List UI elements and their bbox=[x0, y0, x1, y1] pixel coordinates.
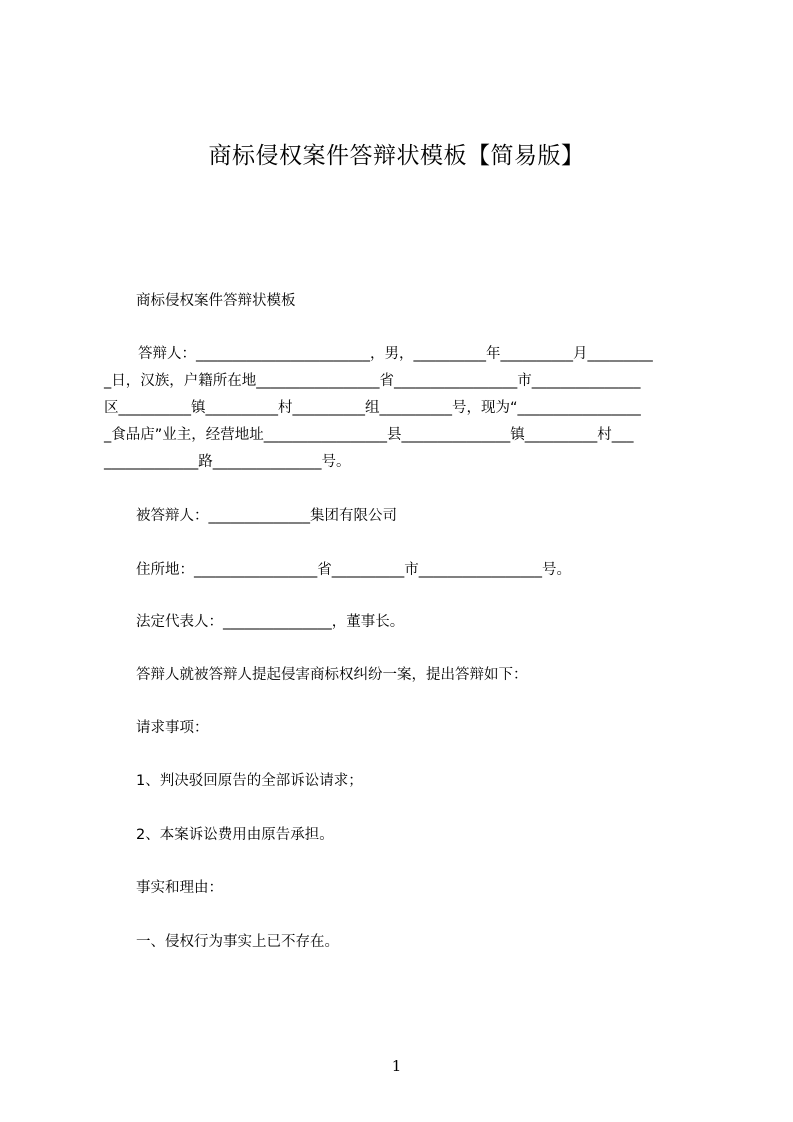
respondent-paragraph bbox=[104, 345, 704, 480]
document-subtitle: 商标侵权案件答辩状模板 bbox=[136, 293, 296, 309]
domicile-line: 住所地：_________________省__________市_________________号。 bbox=[136, 562, 571, 578]
claims-heading: 请求事项： bbox=[136, 720, 209, 736]
respondent-line-1: 答辩人：________________________，男，__________年__________月_________ bbox=[138, 346, 653, 362]
document-title: 商标侵权案件答辩状模板【简易版】 bbox=[208, 143, 585, 169]
respondent-line-5: _____________路_______________号。 bbox=[104, 454, 351, 470]
point-1-heading: 一、侵权行为事实上已不存在。 bbox=[136, 934, 339, 950]
respondent-line-3: 区__________镇__________村__________组__________号，现为“_________________ bbox=[104, 400, 641, 416]
respondent-line-2: _日，汉族，户籍所在地_________________省_________________市_______________ bbox=[104, 373, 641, 389]
facts-heading: 事实和理由： bbox=[136, 880, 223, 896]
intro-paragraph: 答辩人就被答辩人提起侵害商标权纠纷一案，提出答辩如下： bbox=[136, 667, 528, 683]
respondent-line-4: _食品店”业主，经营地址_________________县_______________镇__________村___ bbox=[104, 427, 634, 443]
claim-item-2: 2、本案诉讼费用由原告承担。 bbox=[136, 827, 334, 843]
claim-item-1: 1、判决驳回原告的全部诉讼请求； bbox=[136, 773, 363, 789]
legal-representative-line: 法定代表人：_______________，董事长。 bbox=[136, 614, 405, 630]
defendant-line: 被答辩人：______________集团有限公司 bbox=[136, 508, 397, 524]
page-number: 1 bbox=[391, 1057, 402, 1075]
